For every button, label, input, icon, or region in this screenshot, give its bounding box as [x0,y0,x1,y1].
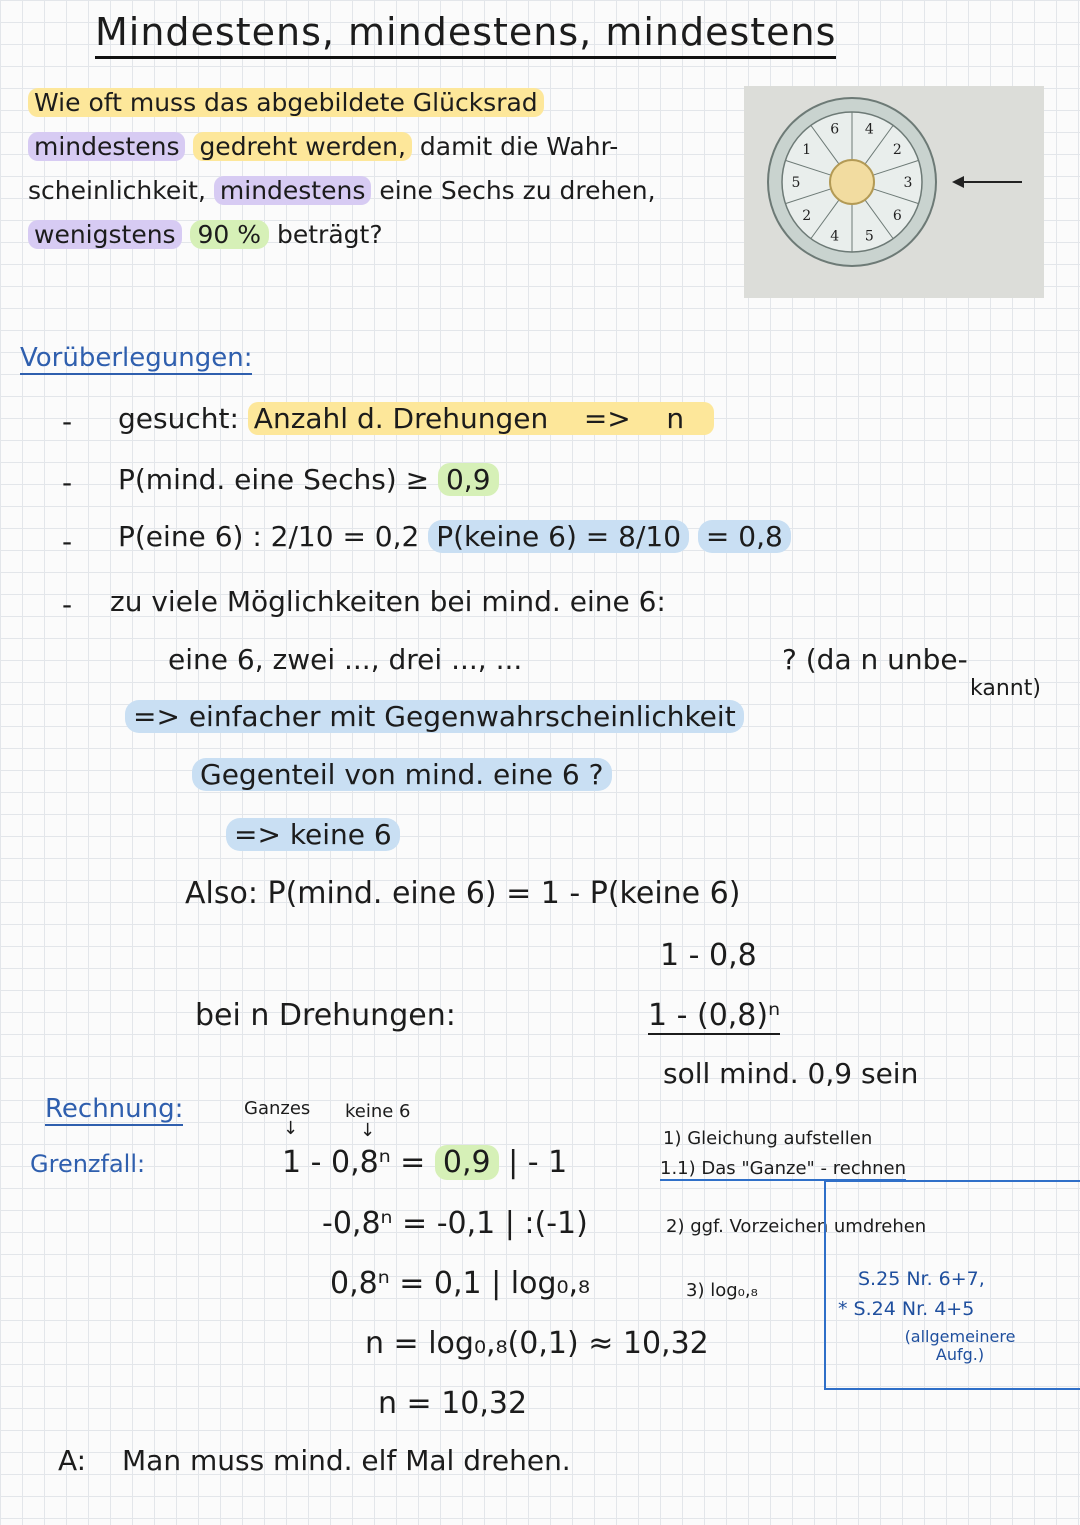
prelim-line-11-formula: 1 - (0,8)ⁿ [648,998,781,1033]
step-1-1: 1.1) Das "Ganze" - rechnen [660,1158,907,1179]
step-3: 3) log₀,₈ [686,1280,758,1301]
bullet-dash: - [62,525,73,558]
bullet-dash: - [62,588,73,621]
question-line-1: Wie oft muss das abgebildete Glücksrad [28,88,544,117]
down-arrow-icon: ↓ [283,1118,299,1139]
down-arrow-icon: ↓ [360,1120,376,1141]
wheel-segment-label: 6 [892,207,902,224]
wheel-segment-label: 2 [892,142,902,159]
homework-line-3: (allgemeinere Aufg.) [904,1327,1016,1364]
prelim-line-6: => einfacher mit Gegenwahrscheinlichkeit [125,700,744,733]
question-line-3: scheinlichkeit, mindestens eine Sechs zu drehen, [28,176,656,205]
wheel-segment-label: 5 [864,228,874,245]
prelim-line-5-note: ? (da n unbe- [782,643,968,676]
prelim-line-4: zu viele Möglichkeiten bei mind. eine 6: [110,585,666,618]
calc-heading: Rechnung: [45,1094,184,1124]
prelim-line-3: P(eine 6) : 2/10 = 0,2 P(keine 6) = 8/10 = 0,8 [118,520,791,553]
wheel-hub [830,160,874,204]
bullet-dash: - [62,405,73,438]
wheel-diagram [744,86,1044,298]
wheel-segment-label: 4 [864,121,874,138]
wheel-segment-label: 6 [830,121,840,138]
calc-row-2: -0,8ⁿ = -0,1 | :(-1) [322,1206,588,1241]
calc-row-5: n = 10,32 [378,1386,528,1421]
prelim-line-7: Gegenteil von mind. eine 6 ? [192,758,612,791]
wheel-segment-label: 3 [903,175,913,191]
answer-label: A: [58,1444,87,1477]
question-line-2: mindestens gedreht werden, damit die Wahr- [28,132,618,161]
prelim-line-12: soll mind. 0,9 sein [663,1057,919,1090]
prelim-line-1: gesucht: Anzahl d. Drehungen => n [118,402,714,435]
prelim-line-10: 1 - 0,8 [660,938,757,973]
wheel-segment-label: 1 [802,142,812,159]
page-title: Mindestens, mindestens, mindestens [95,10,836,59]
step-1: 1) Gleichung aufstellen [663,1128,873,1149]
homework-line-2: * S.24 Nr. 4+5 [838,1298,975,1320]
calc-row-4: n = log₀,₈(0,1) ≈ 10,32 [365,1326,709,1361]
question-line-4: wenigstens 90 % beträgt? [28,220,383,249]
label-keine-6: keine 6 [345,1101,411,1122]
answer-text: Man muss mind. elf Mal drehen. [122,1444,571,1477]
prelim-line-8: => keine 6 [226,818,400,851]
wheel-segment-label: 2 [802,207,812,224]
prelim-heading: Vorüberlegungen: [20,343,253,373]
calc-row-1: 1 - 0,8ⁿ = 0,9 | - 1 [282,1145,568,1180]
wheel-segment-label: 5 [791,175,801,191]
wheel-segment-label: 4 [830,228,840,245]
prelim-line-5-note-2: kannt) [970,676,1041,701]
calc-grenzfall: Grenzfall: [30,1150,146,1178]
prelim-line-5: eine 6, zwei ..., drei ..., ... [168,643,523,676]
prelim-line-11: bei n Drehungen: [195,998,456,1033]
pointer-arrowhead-icon [952,176,964,188]
prelim-line-2: P(mind. eine Sechs) ≥ 0,9 [118,463,499,496]
label-ganzes: Ganzes [244,1098,311,1119]
homework-line-1: S.25 Nr. 6+7, [858,1268,985,1290]
prelim-line-9: Also: P(mind. eine 6) = 1 - P(keine 6) [185,876,741,911]
calc-row-3: 0,8ⁿ = 0,1 | log₀,₈ [330,1266,591,1301]
step-2: 2) ggf. Vorzeichen umdrehen [666,1216,927,1237]
bullet-dash: - [62,466,73,499]
wheel-photo [744,86,1044,298]
